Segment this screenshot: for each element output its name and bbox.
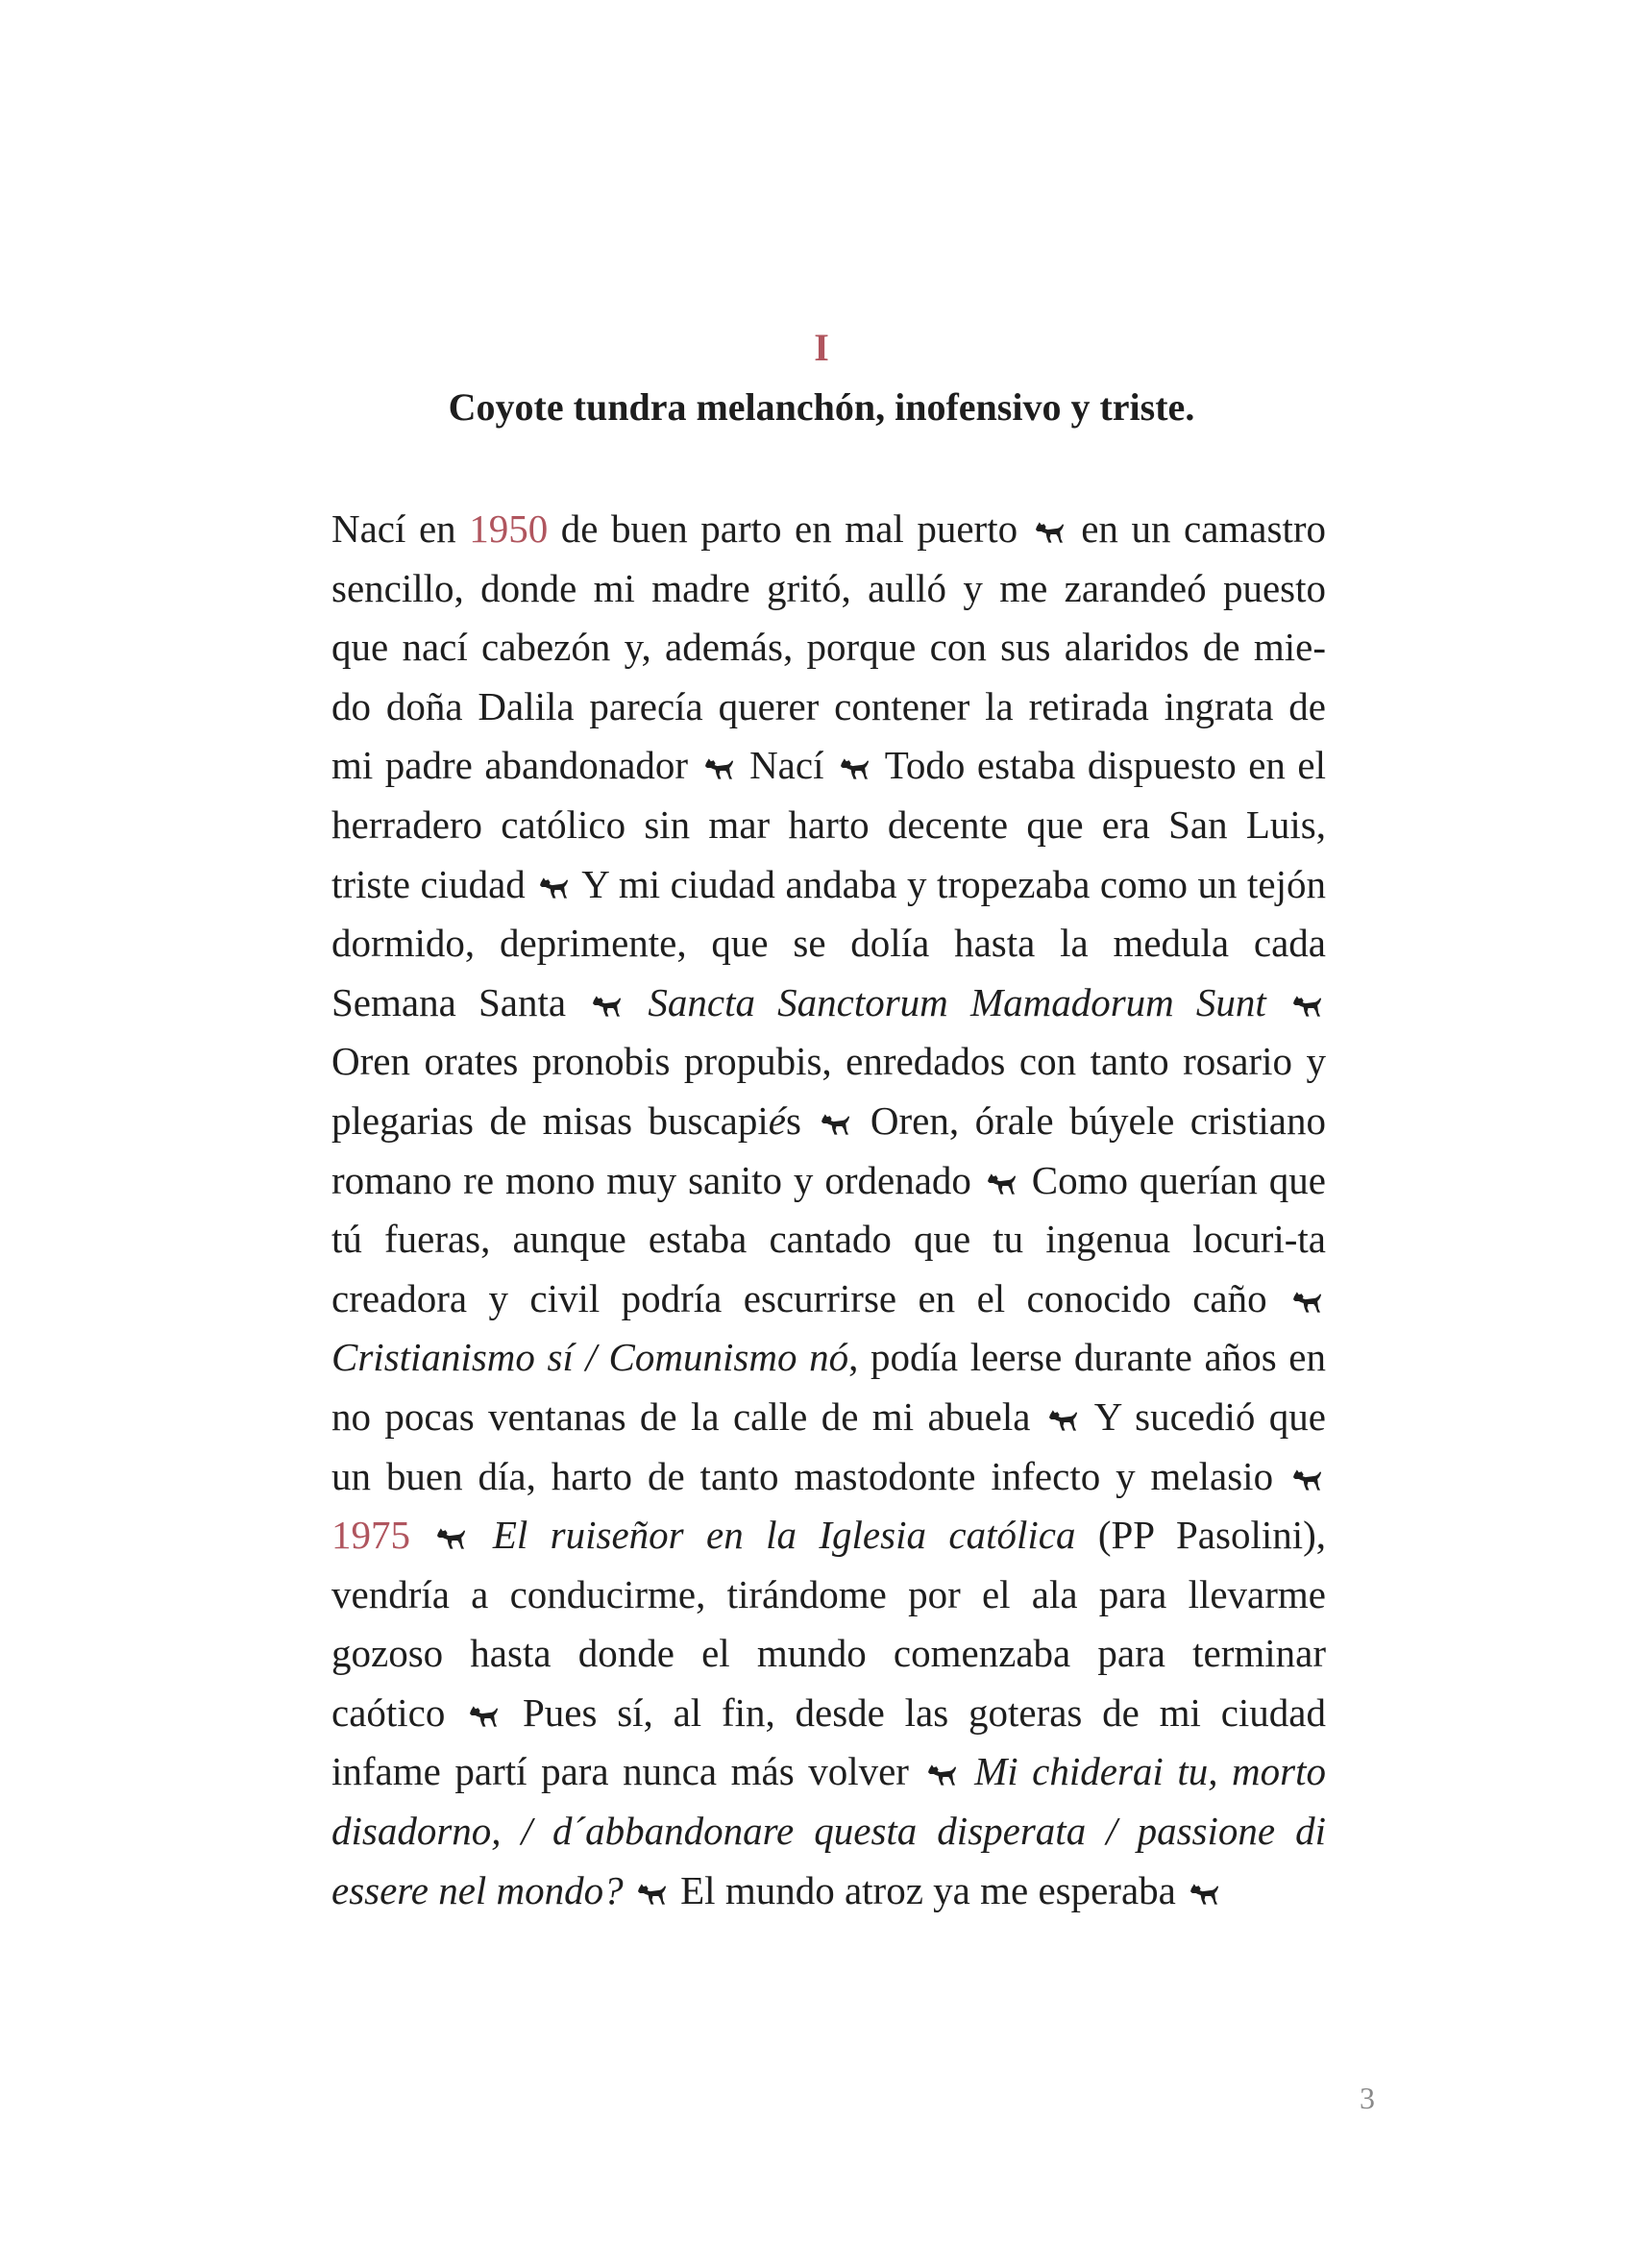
- body-text: [470, 1513, 492, 1557]
- coyote-icon: [539, 876, 569, 900]
- body-text: s: [785, 1097, 818, 1143]
- coyote-icon: [704, 757, 734, 780]
- coyote-icon: [927, 1763, 957, 1787]
- body-text: Pues sí, al fin, desde las goteras de mi ciudad infame partí para nunca más volver: [331, 1689, 1326, 1794]
- body-text: Nací en: [331, 506, 470, 551]
- coyote-icon: [1048, 1409, 1078, 1432]
- italic-text: Cristianismo sí / Comunismo nó: [331, 1335, 849, 1380]
- coyote-icon: [987, 1172, 1017, 1196]
- coyote-icon: [1189, 1883, 1219, 1906]
- italic-text: Sancta Sanctorum Mamadorum Sunt: [648, 979, 1266, 1024]
- chapter-numeral: I: [814, 326, 829, 369]
- coyote-icon: [821, 1113, 850, 1136]
- page-number: 3: [1360, 2081, 1375, 2115]
- body-text: El mundo atroz ya me esperaba: [670, 1867, 1187, 1912]
- body-text: [410, 1513, 432, 1557]
- coyote-icon: [1292, 1291, 1322, 1314]
- body-text: de buen parto en mal puerto: [548, 506, 1031, 551]
- body-paragraph: [331, 500, 1326, 1920]
- body-text: , podía leerse durante años en no pocas ventanas de la calle de mi abuela: [331, 1335, 1326, 1439]
- body-text: [624, 1868, 633, 1912]
- body-text: Y mi ciudad andaba y tropezaba como un tejón dormido, deprimente, que se dolía hasta la medula cada Semana Santa: [331, 861, 1326, 1024]
- body-text: [1266, 980, 1288, 1024]
- body-text: Como querían que tú fueras, aunque estaba cantado que tu ingenua locuri-ta creadora y civil podría escurrirse en el conocido caño: [331, 1157, 1326, 1320]
- italic-text: Mi chiderai tu, morto disadorno, / d´abbandonare questa disperata / passione di essere nel mondo?: [331, 1749, 1327, 1912]
- coyote-icon: [1292, 1468, 1322, 1491]
- body-text: en un camastro sencillo, donde mi madre gritó, aulló y me zarandeó puesto que nací cabezón y, además, porque con sus alaridos de mie-do doña Dalila parecía querer contener la retirada ingrata de mi padre abandonador: [331, 506, 1327, 788]
- coyote-icon: [840, 757, 870, 780]
- body-text: Nací: [737, 743, 836, 788]
- coyote-icon: [1292, 995, 1322, 1018]
- coyote-icon: [469, 1705, 499, 1728]
- italic-text: El ruiseñor en la Iglesia católica: [492, 1513, 1076, 1558]
- chapter-title: Coyote tundra melanchón, inofensivo y triste.: [448, 385, 1195, 429]
- year-highlight: 1950: [469, 506, 549, 551]
- body-text: Y sucedió que un buen día, harto de tanto mastodonte infecto y melasio: [331, 1393, 1326, 1498]
- body-text: Oren, órale búyele cristiano romano re mono muy sanito y ordenado: [331, 1097, 1326, 1202]
- coyote-icon: [436, 1527, 466, 1550]
- body-text: [625, 980, 648, 1024]
- coyote-icon: [592, 995, 622, 1018]
- body-text: Todo estaba dispuesto en el herradero católico sin mar harto decente que era San Luis, triste ciudad: [331, 743, 1327, 906]
- body-text: [961, 1749, 975, 1793]
- italic-text: é: [768, 1097, 786, 1143]
- body-text: (PP Pasolini), vendría a conducirme, tirándome por el ala para llevarme gozoso hasta donde el mundo comenzaba para terminar caótico: [331, 1513, 1327, 1735]
- coyote-icon: [637, 1883, 667, 1906]
- coyote-icon: [1035, 521, 1065, 544]
- body-text: Oren orates pronobis propubis, enredados con tanto rosario y plegarias de misas buscapi: [331, 1039, 1326, 1143]
- year-highlight: 1975: [331, 1513, 410, 1558]
